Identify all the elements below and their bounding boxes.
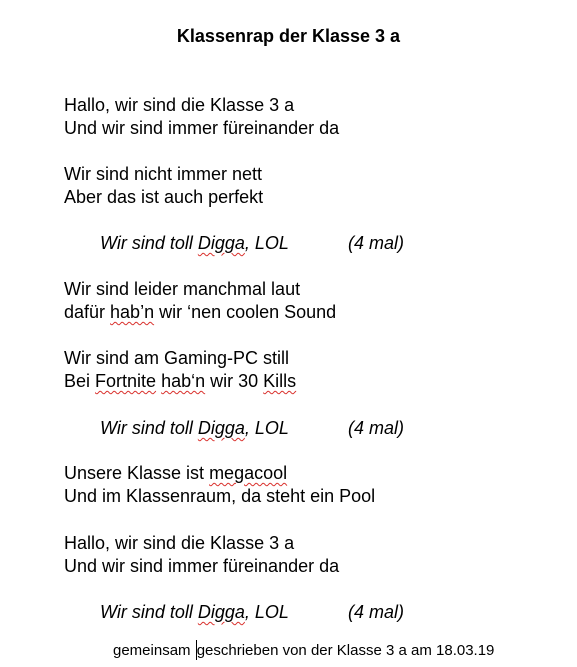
spellcheck-flagged-word[interactable]: Digga: [197, 418, 245, 438]
verse-1-line-1: Hallo, wir sind die Klasse 3 a: [64, 95, 295, 115]
spellcheck-flagged-word[interactable]: Digga: [197, 233, 245, 253]
chorus-text-end: , LOL: [244, 418, 289, 438]
verse-4-line-2: [64, 370, 296, 392]
footer-text-start: gemeinsam: [113, 642, 195, 659]
verse-3-text-end: wir ‘nen coolen Sound: [154, 302, 337, 322]
spellcheck-flagged-word[interactable]: Kills: [263, 371, 297, 391]
verse-6-line-2: Und wir sind immer füreinander da: [64, 556, 340, 576]
spellcheck-flagged-word[interactable]: Fortnite: [95, 371, 157, 391]
verse-3-line-1: Wir sind leider manchmal laut: [64, 279, 301, 299]
chorus-text-start: Wir sind toll: [100, 233, 198, 253]
spellcheck-flagged-word[interactable]: megacool: [209, 463, 288, 483]
chorus-text-start: Wir sind toll: [100, 418, 198, 438]
verse-6-line-1: Hallo, wir sind die Klasse 3 a: [64, 533, 295, 553]
footer-text-end: geschrieben von der Klasse 3 a am 18.03.19: [196, 642, 495, 659]
chorus-repeat-note: (4 mal): [348, 602, 405, 622]
chorus-line-2: [100, 417, 405, 439]
footer-credit: [113, 640, 494, 661]
verse-5-text-start: Unsere Klasse ist: [64, 463, 210, 483]
spellcheck-flagged-word[interactable]: hab‘n: [161, 371, 206, 391]
verse-5-line-1: [64, 462, 287, 484]
document-title: Klassenrap der Klasse 3 a: [176, 26, 401, 46]
chorus-repeat-note: (4 mal): [348, 233, 405, 253]
verse-5-line-2: Und im Klassenraum, da steht ein Pool: [64, 486, 376, 506]
verse-2-line-1: Wir sind nicht immer nett: [64, 164, 263, 184]
chorus-line-3: [100, 601, 405, 623]
chorus-repeat-note: (4 mal): [348, 418, 405, 438]
spellcheck-flagged-word[interactable]: Digga: [197, 602, 245, 622]
chorus-text-end: , LOL: [244, 602, 289, 622]
chorus-line-1: [100, 232, 405, 254]
verse-4-text-start: Bei: [64, 371, 96, 391]
verse-3-text-start: dafür: [64, 302, 111, 322]
verse-1-line-2: Und wir sind immer füreinander da: [64, 118, 340, 138]
chorus-text-end: , LOL: [244, 233, 289, 253]
verse-4-text-middle: wir 30: [205, 371, 264, 391]
verse-2-line-2: Aber das ist auch perfekt: [64, 187, 264, 207]
spellcheck-flagged-word[interactable]: hab’n: [110, 302, 155, 322]
verse-4-line-1: Wir sind am Gaming-PC still: [64, 348, 290, 368]
verse-3-line-2: [64, 301, 336, 323]
chorus-text-start: Wir sind toll: [100, 602, 198, 622]
